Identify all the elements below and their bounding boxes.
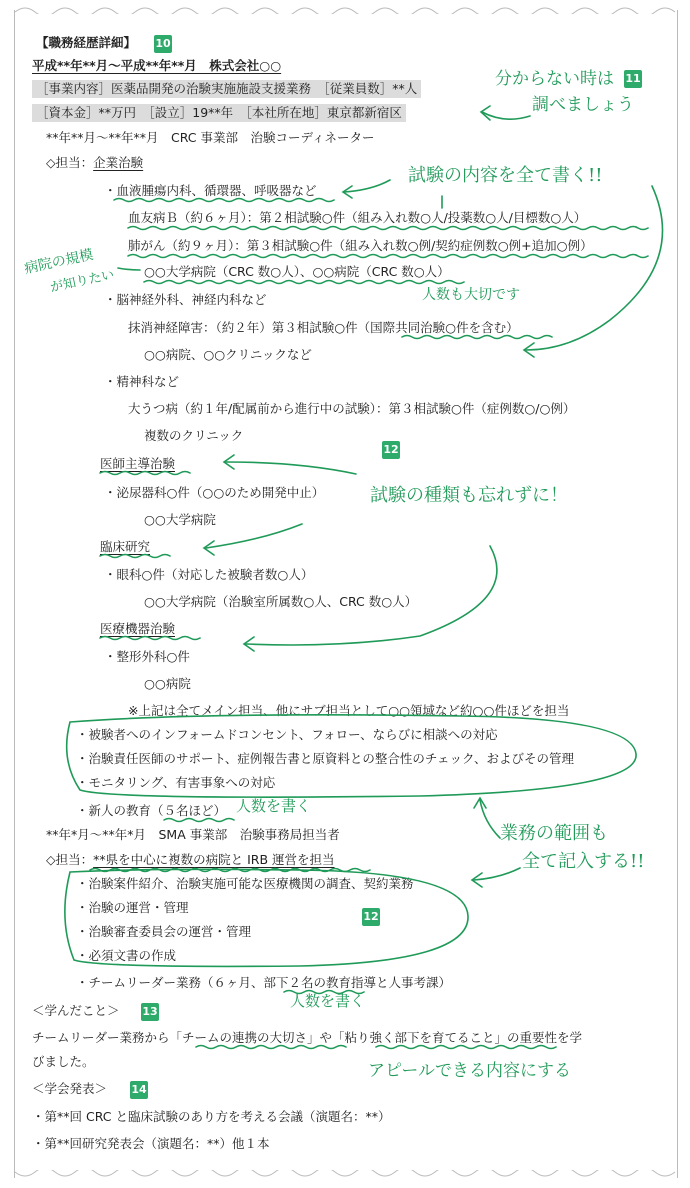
job2-charge-value: **県を中心に複数の病院と IRB 運営を担当	[93, 852, 335, 867]
job1-title: **年**月～**年**月 CRC 事業部 治験コーディネーター	[46, 130, 375, 145]
company-period: 平成**年**月～平成**年**月 株式会社○○	[32, 58, 282, 73]
line-2: 血友病Ｂ（約６ヶ月）：第２相試験○件（組み入れ数○人/投薬数○人/目標数○人）	[128, 210, 587, 225]
badge-14: 14	[130, 1081, 148, 1099]
line-29: ・治験審査委員会の運営・管理	[76, 924, 252, 939]
line-7: ○○病院、○○クリニックなど	[144, 347, 312, 362]
annotation-scope-1: 業務の範囲も	[500, 823, 608, 844]
line-19: ○○病院	[144, 676, 191, 691]
section-title: 【職務経歴詳細】	[36, 35, 137, 50]
annotation-hospital-scale-2: が知りたい	[49, 267, 116, 296]
job2-charge-label: ◇担当：	[46, 852, 94, 867]
line-12: ・泌尿器科○件（○○のため開発中止）	[104, 485, 325, 500]
job1-charge-value: 企業治験	[93, 155, 144, 170]
annotation-lookup-1: 分からない時は	[495, 69, 614, 89]
badge-10: 10	[154, 35, 172, 53]
annotation-scope-2: 全て記入する!!	[522, 851, 645, 872]
job1-charge	[46, 155, 143, 171]
annotation-number-important: 人数も大切です	[422, 287, 520, 303]
badge-11: 11	[624, 70, 642, 88]
line-23: ・モニタリング、有害事象への対応	[76, 775, 276, 790]
line-4: ○○大学病院（CRC 数○人）、○○病院（CRC 数○人）	[144, 264, 450, 279]
line-3: 肺がん（約９ヶ月）：第３相試験○件（組み入れ数○例/契約症例数○例+追加○例）	[128, 238, 593, 253]
line-9: 大うつ病（約１年/配属前から進行中の試験）：第３相試験○件（症例数○/○例）	[128, 401, 576, 416]
badge-13: 13	[141, 1003, 159, 1021]
line-10: 複数のクリニック	[144, 428, 244, 443]
line-11: 医師主導治験	[100, 456, 176, 471]
line-17: 医療機器治験	[100, 621, 176, 636]
line-18: ・整形外科○件	[104, 649, 190, 664]
line-24: ・新人の教育（５名ほど）	[76, 803, 227, 818]
learned-line-1: チームリーダー業務から「チームの連携の大切さ」や「粘り強く部下を育てること」の重要性を学	[32, 1030, 583, 1045]
annotation-hospital-scale-1: 病院の規模	[22, 246, 95, 278]
presentation-line-2: ・第**回研究発表会（演題名：**）他１本	[32, 1136, 270, 1151]
line-5: ・脳神経外科、神経内科など	[104, 292, 267, 307]
annotation-lookup-2: 調べましょう	[532, 95, 634, 115]
line-1: ・血液腫瘍内科、循環器、呼吸器など	[104, 183, 317, 198]
line-21: ・被験者へのインフォームドコンセント、フォロー、ならびに相談への対応	[76, 727, 498, 742]
presentation-line-1: ・第**回 CRC と臨床試験のあり方を考える会議（演題名：**）	[32, 1109, 391, 1124]
line-13: ○○大学病院	[144, 512, 216, 527]
line-6: 抹消神経障害：（約２年）第３相試験○件（国際共同治験○件を含む）	[128, 320, 519, 335]
badge-12b: 12	[362, 908, 380, 926]
line-27: ・治験案件紹介、治験実施可能な医療機関の調査、契約業務	[76, 876, 414, 891]
annotation-write-all-tests: 試験の内容を全て書く!!	[408, 165, 603, 186]
annotation-write-number-2: 人数を書く	[290, 992, 366, 1010]
job1-charge-label: ◇担当：	[46, 155, 94, 170]
line-28: ・治験の運営・管理	[76, 900, 189, 915]
bottom-wavy-edge	[15, 1170, 677, 1180]
line-8: ・精神科など	[104, 374, 180, 389]
learned-heading: ＜学んだこと＞	[32, 1003, 120, 1018]
line-14: 臨床研究	[100, 539, 151, 554]
line-15: ・眼科○件（対応した被験者数○人）	[104, 567, 314, 582]
top-wavy-edge	[15, 4, 677, 14]
line-30: ・必須文書の作成	[76, 948, 177, 963]
presentation-heading: ＜学会発表＞	[32, 1081, 108, 1096]
line-22: ・治験責任医師のサポート、症例報告書と原資料との整合性のチェック、およびその管理	[76, 751, 575, 766]
annotation-write-number-1: 人数を書く	[236, 797, 312, 815]
business-row: ［事業内容］医薬品開発の治験実施施設支援業務 ［従業員数］**人	[32, 80, 421, 98]
badge-12a: 12	[382, 441, 400, 459]
job2-charge	[46, 852, 335, 868]
job2-title: **年*月～**年*月 SMA 事業部 治験事務局担当者	[46, 827, 340, 842]
annotation-appeal: アピールできる内容にする	[368, 1061, 571, 1081]
capital-row: ［資本金］**万円 ［設立］19**年 ［本社所在地］東京都新宿区	[32, 104, 406, 122]
annotation-test-types: 試験の種類も忘れずに！	[370, 485, 568, 506]
line-31: ・チームリーダー業務（６ヶ月、部下２名の教育指導と人事考課）	[76, 975, 452, 990]
line-16: ○○大学病院（治験室所属数○人、CRC 数○人）	[144, 594, 418, 609]
line-20: ※上記は全てメイン担当、他にサブ担当として○○領域など約○○件ほどを担当	[128, 703, 570, 718]
learned-line-2: びました。	[32, 1054, 95, 1069]
